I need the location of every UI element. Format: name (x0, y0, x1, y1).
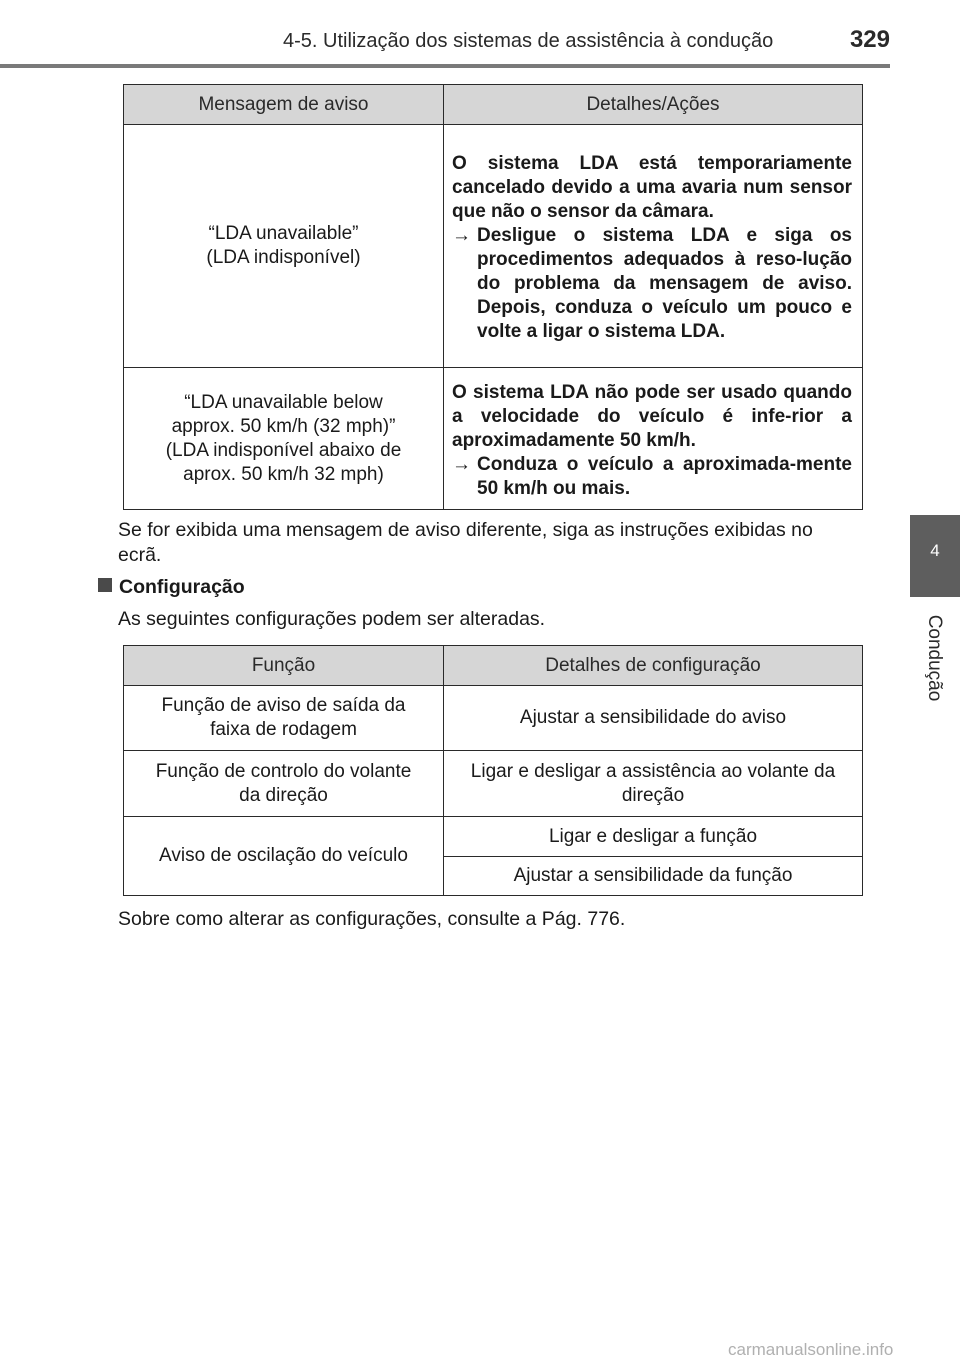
setting-detail-cell: Ligar e desligar a função (444, 817, 863, 857)
section-title: Configuração (119, 576, 245, 598)
column-header-details: Detalhes/Ações (444, 85, 863, 125)
arrow-right-icon: → (452, 453, 471, 475)
warning-detail-text: O sistema LDA está temporariamente cancelado devido a uma avaria num sensor que não o sensor da câmara. (452, 153, 852, 222)
warning-message-line: (LDA indisponível) (206, 247, 361, 268)
column-header-settings: Detalhes de configuração (444, 646, 863, 686)
table-row (124, 686, 863, 751)
function-line: faixa de rodagem (210, 719, 357, 740)
function-cell (124, 686, 444, 751)
chapter-number: 4 (930, 541, 940, 560)
function-cell: Aviso de oscilação do veículo (124, 817, 444, 896)
setting-detail-cell: Ligar e desligar a assistência ao volante da direção (444, 751, 863, 817)
table-header-row (124, 646, 863, 686)
table-row (124, 751, 863, 817)
function-line: Função de aviso de saída da (161, 695, 406, 716)
warning-action-text: Desligue o sistema LDA e siga os procedimentos adequados à reso-lução do problema da mensagem de aviso. Depois, conduza o veículo um pouco e volte a ligar o sistema LDA. (477, 225, 852, 342)
warning-message-line: aprox. 50 km/h 32 mph) (183, 463, 384, 485)
chapter-label: Condução (924, 614, 945, 702)
paragraph-settings-intro: As seguintes configurações podem ser alteradas. (118, 608, 546, 630)
warning-message-line: approx. 50 km/h (32 mph)” (171, 415, 396, 437)
column-header-message: Mensagem de aviso (124, 85, 444, 125)
warning-message-line: “LDA unavailable below (184, 391, 383, 413)
arrow-right-icon: → (452, 225, 471, 246)
header-divider (0, 64, 890, 68)
paragraph-other-warning: Se for exibida uma mensagem de aviso diferente, siga as instruções exibidas no ecrã. (118, 519, 813, 566)
section-header-title: 4-5. Utilização dos sistemas de assistência à condução (283, 30, 774, 52)
setting-detail-cell: Ajustar a sensibilidade da função (444, 857, 863, 896)
column-header-function: Função (124, 646, 444, 686)
setting-detail-cell: Ajustar a sensibilidade do aviso (444, 686, 863, 751)
table-header-row (124, 85, 863, 125)
table-row (124, 125, 863, 368)
table-row (124, 368, 863, 510)
table-row (124, 817, 863, 857)
function-line: Função de controlo do volante (155, 760, 412, 782)
section-heading (98, 576, 245, 599)
function-cell (124, 751, 444, 817)
warning-details-cell (444, 125, 863, 368)
warning-action (452, 453, 852, 501)
page-number: 329 (849, 26, 890, 53)
warning-action (452, 224, 852, 344)
warning-message-cell (124, 368, 444, 510)
warning-message-cell (124, 125, 444, 368)
warning-message-line: “LDA unavailable” (208, 223, 359, 244)
square-bullet-icon (98, 578, 112, 592)
warning-message-table (123, 84, 863, 510)
warning-message-line: (LDA indisponível abaixo de (165, 439, 402, 461)
warning-details-cell (444, 368, 863, 510)
function-line: da direção (239, 784, 328, 806)
watermark: carmanualsonline.info (728, 1340, 894, 1359)
warning-detail-text: O sistema LDA não pode ser usado quando a velocidade do veículo é infe-rior a aproximadamente 50 km/h. (452, 381, 852, 451)
paragraph-settings-reference: Sobre como alterar as configurações, consulte a Pág. 776. (118, 908, 626, 930)
warning-action-text: Conduza o veículo a aproximada-mente 50 km/h ou mais. (477, 453, 852, 499)
settings-table (123, 645, 863, 896)
chapter-tab (910, 515, 960, 597)
